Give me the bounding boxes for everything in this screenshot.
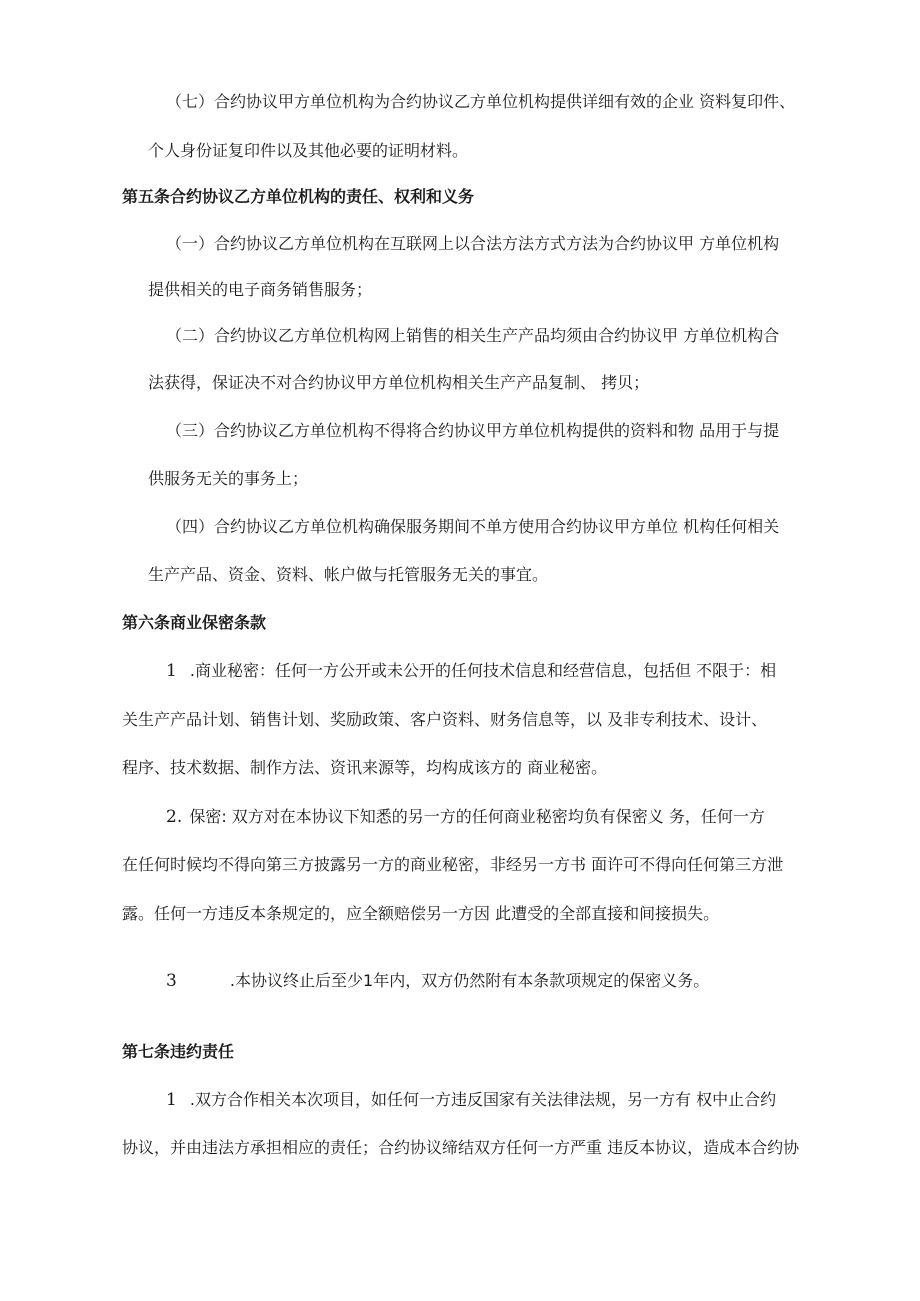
- article6-clause2-line1: [0, 806, 920, 828]
- article6-clause2-line3: 露。任何一方违反本条规定的，应全额赔偿另一方因 此遭受的全部直接和间接损失。: [122, 904, 720, 923]
- article7-clause1-number: 1: [166, 1090, 177, 1110]
- item7-line2: 个人身份证复印件以及其他必要的证明材料。: [148, 141, 469, 160]
- article5-heading: 第五条合约协议乙方单位机构的责任、权利和义务: [122, 187, 475, 206]
- item7-line1: （七）合约协议甲方单位机构为合约协议乙方单位机构提供详细有效的企业 资料复印件、: [166, 92, 796, 111]
- article5-item1-line2: 提供相关的电子商务销售服务；: [148, 280, 373, 299]
- article7-clause1-line2: 协议，并由违法方承担相应的责任；合约协议缔结双方任何一方严重 违反本协议，造成本合约协: [122, 1138, 800, 1157]
- article6-clause3-line1: [0, 970, 920, 992]
- article5-item1-line1: （一）合约协议乙方单位机构在互联网上以合法方法方式方法为合约协议甲 方单位机构: [166, 234, 780, 253]
- article6-clause1-number: 1: [166, 661, 177, 681]
- article7-clause1-text: .双方合作相关本次项目，如任何一方违反国家有关法律法规，另一方有 权中止合约: [189, 1090, 777, 1109]
- article6-clause1-line3: 程序、技术数据、制作方法、资讯来源等，均构成该方的 商业秘密。: [122, 758, 608, 777]
- article5-item2-line2: 法获得，保证决不对合约协议甲方单位机构相关生产产品复制、 拷贝；: [148, 373, 650, 392]
- article6-clause2-text: 保密: 双方对在本协议下知悉的另一方的任何商业秘密均负有保密义 务，任何一方: [189, 807, 765, 826]
- article7-clause1-line1: [0, 1089, 920, 1111]
- article6-heading: 第六条商业保密条款: [122, 613, 267, 632]
- article6-clause1-text: .商业秘密：任何一方公开或未公开的任何技术信息和经营信息，包括但 不限于：相: [189, 661, 777, 680]
- article6-clause2-line2: 在任何时候均不得向第三方披露另一方的商业秘密，非经另一方书 面许可不得向任何第三方泄: [122, 855, 784, 874]
- article5-item4-line2: 生产产品、资金、资料、帐户做与托管服务无关的事宜。: [148, 565, 549, 584]
- article6-clause3-number: 3: [166, 971, 177, 991]
- article5-item3-line1: （三）合约协议乙方单位机构不得将合约协议甲方单位机构提供的资料和物 品用于与提: [166, 421, 780, 440]
- article6-clause3-text: .本协议终止后至少1年内，双方仍然附有本条款项规定的保密义务。: [229, 971, 710, 990]
- article6-clause1-line1: [0, 660, 920, 682]
- article5-item2-line1: （二）合约协议乙方单位机构网上销售的相关生产产品均须由合约协议甲 方单位机构合: [166, 326, 780, 345]
- article6-clause2-number: 2.: [166, 807, 183, 827]
- article5-item3-line2: 供服务无关的事务上；: [148, 469, 309, 488]
- article5-item4-line1: （四）合约协议乙方单位机构确保服务期间不单方使用合约协议甲方单位 机构任何相关: [166, 517, 780, 536]
- article7-heading: 第七条违约责任: [122, 1042, 235, 1061]
- article6-clause1-line2: 关生产产品计划、销售计划、奖励政策、客户资料、财务信息等，以 及非专利技术、设计、: [122, 710, 768, 729]
